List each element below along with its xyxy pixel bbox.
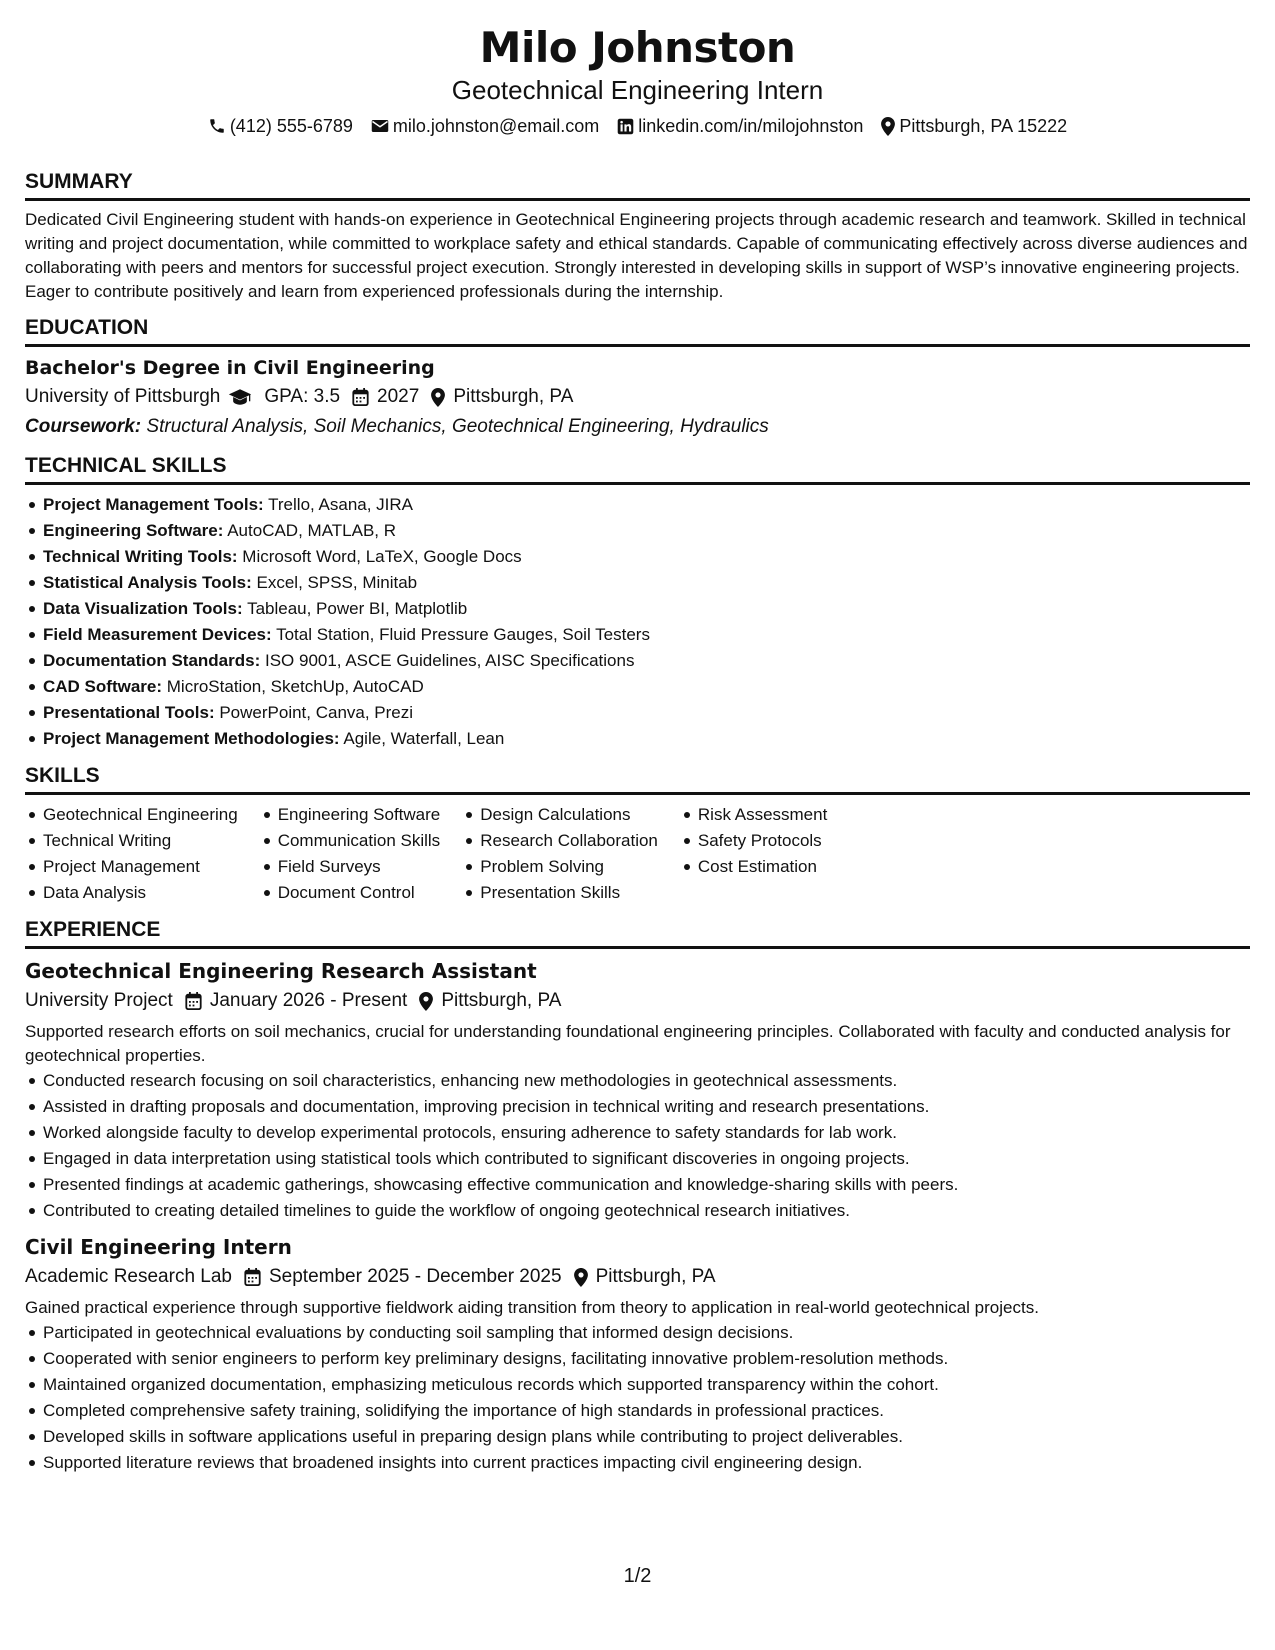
list-item: Presentation Skills [480, 880, 658, 906]
list-item: Project Management Methodologies: Agile, Waterfall, Lean [43, 726, 1250, 752]
map-pin-icon [881, 117, 895, 136]
list-item: Engineering Software: AutoCAD, MATLAB, R [43, 518, 1250, 544]
gpa-text: GPA: 3.5 [264, 386, 341, 407]
list-item: Field Surveys [278, 854, 441, 880]
skills-column [462, 802, 658, 906]
map-pin-icon [574, 1268, 588, 1287]
calendar-icon [352, 388, 369, 406]
linkedin-icon [617, 118, 634, 135]
list-item: Maintained organized documentation, emphasizing meticulous records which supported transparency within the cohort. [43, 1372, 1250, 1398]
experience-section [25, 916, 1250, 1476]
candidate-name: Milo Johnston [479, 23, 796, 72]
technical-skills-section [25, 452, 1250, 752]
coursework-list: Structural Analysis, Soil Mechanics, Geotechnical Engineering, Hydraulics [146, 416, 769, 437]
candidate-headline: Geotechnical Engineering Intern [451, 75, 824, 105]
graduation-year-text: 2027 [377, 386, 420, 407]
list-item: Project Management [43, 854, 238, 880]
job-location-text: Pittsburgh, PA [441, 990, 562, 1011]
list-item: Participated in geotechnical evaluations by conducting soil sampling that informed design decisions. [43, 1320, 1250, 1346]
job-title: Civil Engineering Intern [25, 1235, 292, 1259]
job-organization-text: Academic Research Lab [25, 1266, 232, 1287]
list-item: Presentational Tools: PowerPoint, Canva, Prezi [43, 700, 1250, 726]
contact-email[interactable] [371, 112, 599, 140]
list-item: Communication Skills [278, 828, 441, 854]
list-item: Worked alongside faculty to develop experimental protocols, ensuring adherence to safety standards for lab work. [43, 1120, 1250, 1146]
job-location [574, 1262, 716, 1292]
skills-section [25, 762, 1250, 906]
envelope-icon [371, 118, 389, 134]
resume-content [25, 168, 1250, 1486]
list-item: Field Measurement Devices: Total Station, Fluid Pressure Gauges, Soil Testers [43, 622, 1250, 648]
calendar-icon [185, 992, 202, 1010]
summary-text: Dedicated Civil Engineering student with hands-on experience in Geotechnical Engineering projects through academic research and teamwork. Skilled in technical writing and project documentation, while committed to workplace safety and ethical standards. Capable of communicating effectively across diverse audiences and collaborating with peers and mentors for successful project execution. Strongly interested in developing skills in support of WSP’s innovative engineering projects. Eager to contribute positively and learn from experienced professionals during the internship. [25, 210, 1248, 301]
resume-header [0, 0, 1275, 140]
job-dates [244, 1262, 562, 1292]
skills-list [260, 802, 441, 906]
list-item: Project Management Tools: Trello, Asana, JIRA [43, 492, 1250, 518]
list-item: Documentation Standards: ISO 9001, ASCE Guidelines, AISC Specifications [43, 648, 1250, 674]
job-meta [25, 1262, 1250, 1292]
experience-heading: EXPERIENCE [25, 916, 1250, 949]
contact-phone-text: (412) 555-6789 [229, 116, 353, 136]
graduation-year [352, 382, 419, 412]
job-title: Geotechnical Engineering Research Assistant [25, 959, 537, 983]
job-meta [25, 986, 1250, 1016]
list-item: Statistical Analysis Tools: Excel, SPSS, Minitab [43, 570, 1250, 596]
map-pin-icon [419, 992, 433, 1011]
education-meta [25, 382, 1250, 412]
job-dates [185, 986, 408, 1016]
list-item: Design Calculations [480, 802, 658, 828]
list-item: Conducted research focusing on soil characteristics, enhancing new methodologies in geotechnical assessments. [43, 1068, 1250, 1094]
skills-list [680, 802, 827, 880]
job-dates-text: September 2025 - December 2025 [269, 1266, 562, 1287]
contact-email-text[interactable]: milo.johnston@email.com [392, 116, 600, 136]
phone-icon [208, 117, 226, 135]
calendar-icon [244, 1268, 261, 1286]
coursework-label: Coursework: [25, 416, 142, 437]
school-name-text: University of Pittsburgh [25, 386, 221, 407]
skills-grid [25, 802, 1250, 906]
job-organization-text: University Project [25, 990, 173, 1011]
list-item: Geotechnical Engineering [43, 802, 238, 828]
list-item: Cooperated with senior engineers to perform key preliminary designs, facilitating innovative problem-resolution methods. [43, 1346, 1250, 1372]
list-item: Technical Writing Tools: Microsoft Word, LaTeX, Google Docs [43, 544, 1250, 570]
contact-location [881, 112, 1067, 140]
list-item: Assisted in drafting proposals and documentation, improving precision in technical writing and research presentations. [43, 1094, 1250, 1120]
list-item: Presented findings at academic gatherings, showcasing effective communication and knowledge-sharing skills with peers. [43, 1172, 1250, 1198]
list-item: Engaged in data interpretation using statistical tools which contributed to significant discoveries in ongoing projects. [43, 1146, 1250, 1172]
list-item: Supported literature reviews that broadened insights into current practices impacting civil engineering design. [43, 1450, 1250, 1476]
list-item: Cost Estimation [698, 854, 827, 880]
list-item: Engineering Software [278, 802, 441, 828]
experience-entry [25, 956, 1250, 1224]
coursework [25, 412, 1250, 442]
education-heading: EDUCATION [25, 314, 1250, 347]
list-item: Safety Protocols [698, 828, 827, 854]
graduation-cap-icon [228, 388, 252, 406]
contact-phone [208, 112, 353, 140]
technical-skills-heading: TECHNICAL SKILLS [25, 452, 1250, 485]
technical-skills-list [25, 492, 1250, 752]
list-item: CAD Software: MicroStation, SketchUp, AutoCAD [43, 674, 1250, 700]
list-item: Technical Writing [43, 828, 238, 854]
list-item: Risk Assessment [698, 802, 827, 828]
list-item: Research Collaboration [480, 828, 658, 854]
map-pin-icon [431, 388, 445, 407]
skills-heading: SKILLS [25, 762, 1250, 795]
contact-linkedin-text[interactable]: linkedin.com/in/milojohnston [638, 116, 864, 136]
contact-bar [0, 112, 1275, 140]
job-summary: Supported research efforts on soil mechanics, crucial for understanding foundational engineering principles. Collaborated with faculty and conducted analysis for geotechnical properties. [25, 1022, 1231, 1065]
education-location-text: Pittsburgh, PA [453, 386, 574, 407]
education-section [25, 314, 1250, 442]
list-item: Data Visualization Tools: Tableau, Power BI, Matplotlib [43, 596, 1250, 622]
job-organization [25, 986, 173, 1016]
list-item: Document Control [278, 880, 441, 906]
education-location [431, 382, 573, 412]
job-bullets [25, 1068, 1250, 1224]
job-summary: Gained practical experience through supportive fieldwork aiding transition from theory to application in real-world geotechnical projects. [25, 1298, 1039, 1317]
contact-linkedin[interactable] [617, 112, 863, 140]
list-item: Problem Solving [480, 854, 658, 880]
skills-column [25, 802, 238, 906]
list-item: Completed comprehensive safety training, solidifying the importance of high standards in professional practices. [43, 1398, 1250, 1424]
job-bullets [25, 1320, 1250, 1476]
school-name [25, 382, 252, 412]
job-location-text: Pittsburgh, PA [595, 1266, 716, 1287]
job-organization [25, 1262, 232, 1292]
skills-list [25, 802, 238, 906]
skills-column [260, 802, 441, 906]
skills-column [680, 802, 827, 906]
gpa [264, 382, 340, 412]
experience-entry [25, 1232, 1250, 1476]
list-item: Developed skills in software applications useful in preparing design plans while contributing to project deliverables. [43, 1424, 1250, 1450]
list-item: Data Analysis [43, 880, 238, 906]
page-number: 1/2 [623, 1565, 652, 1587]
list-item: Contributed to creating detailed timelines to guide the workflow of ongoing geotechnical research initiatives. [43, 1198, 1250, 1224]
job-dates-text: January 2026 - Present [209, 990, 408, 1011]
degree-title: Bachelor's Degree in Civil Engineering [25, 357, 435, 379]
summary-section [25, 168, 1250, 304]
summary-heading: SUMMARY [25, 168, 1250, 201]
skills-list [462, 802, 658, 906]
contact-location-text: Pittsburgh, PA 15222 [899, 116, 1068, 136]
job-location [419, 986, 561, 1016]
